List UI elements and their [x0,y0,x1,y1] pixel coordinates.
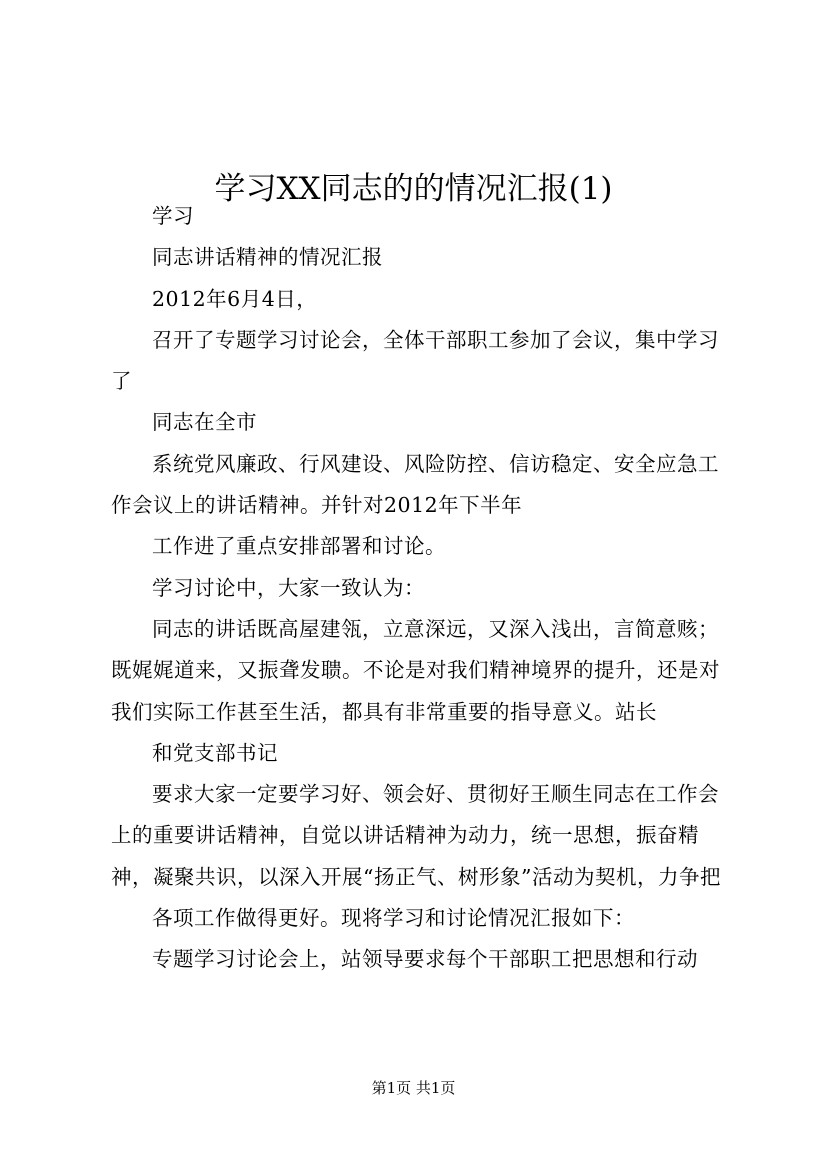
paragraph: 召开了专题学习讨论会，全体干部职工参加了会议，集中学习了 [111,327,719,394]
paragraph: 同志的讲话既高屋建瓴，立意深远，又深入浅出，言简意赅；既娓娓道来，又振聋发聩。不论是对我们精神境界的提升，还是对我们实际工作甚至生活，都具有非常重要的指导意义。站长 [111,616,720,724]
page-footer: 第1页 共1页 [371,1079,456,1097]
paragraph: 学习 [152,204,194,228]
paragraph: 工作进了重点安排部署和讨论。 [152,534,446,559]
paragraph: 专题学习讨论会上，站领导要求每个干部职工把思想和行动 [152,947,698,972]
paragraph: 系统党风廉政、行风建设、风险防控、信访稳定、安全应急工作会议上的讲话精神。并针对2012年下半年 [111,451,719,518]
document-body [111,196,729,981]
paragraph: 同志讲话精神的情况汇报 [152,245,383,270]
paragraph: 2012年6月4日， [152,286,318,311]
paragraph: 和党支部书记 [152,740,278,765]
paragraph: 各项工作做得更好。现将学习和讨论情况汇报如下： [152,906,635,931]
paragraph: 要求大家一定要学习好、领会好、贯彻好王顺生同志在工作会上的重要讲话精神，自觉以讲话精神为动力，统一思想，振奋精神，凝聚共识，以深入开展“扬正气、树形象”活动为契机，力争把 [111,782,721,889]
paragraph: 学习讨论中，大家一致认为： [152,575,425,600]
paragraph: 同志在全市 [152,410,257,435]
document-title: 学习XX同志的的情况汇报(1) [214,170,613,207]
